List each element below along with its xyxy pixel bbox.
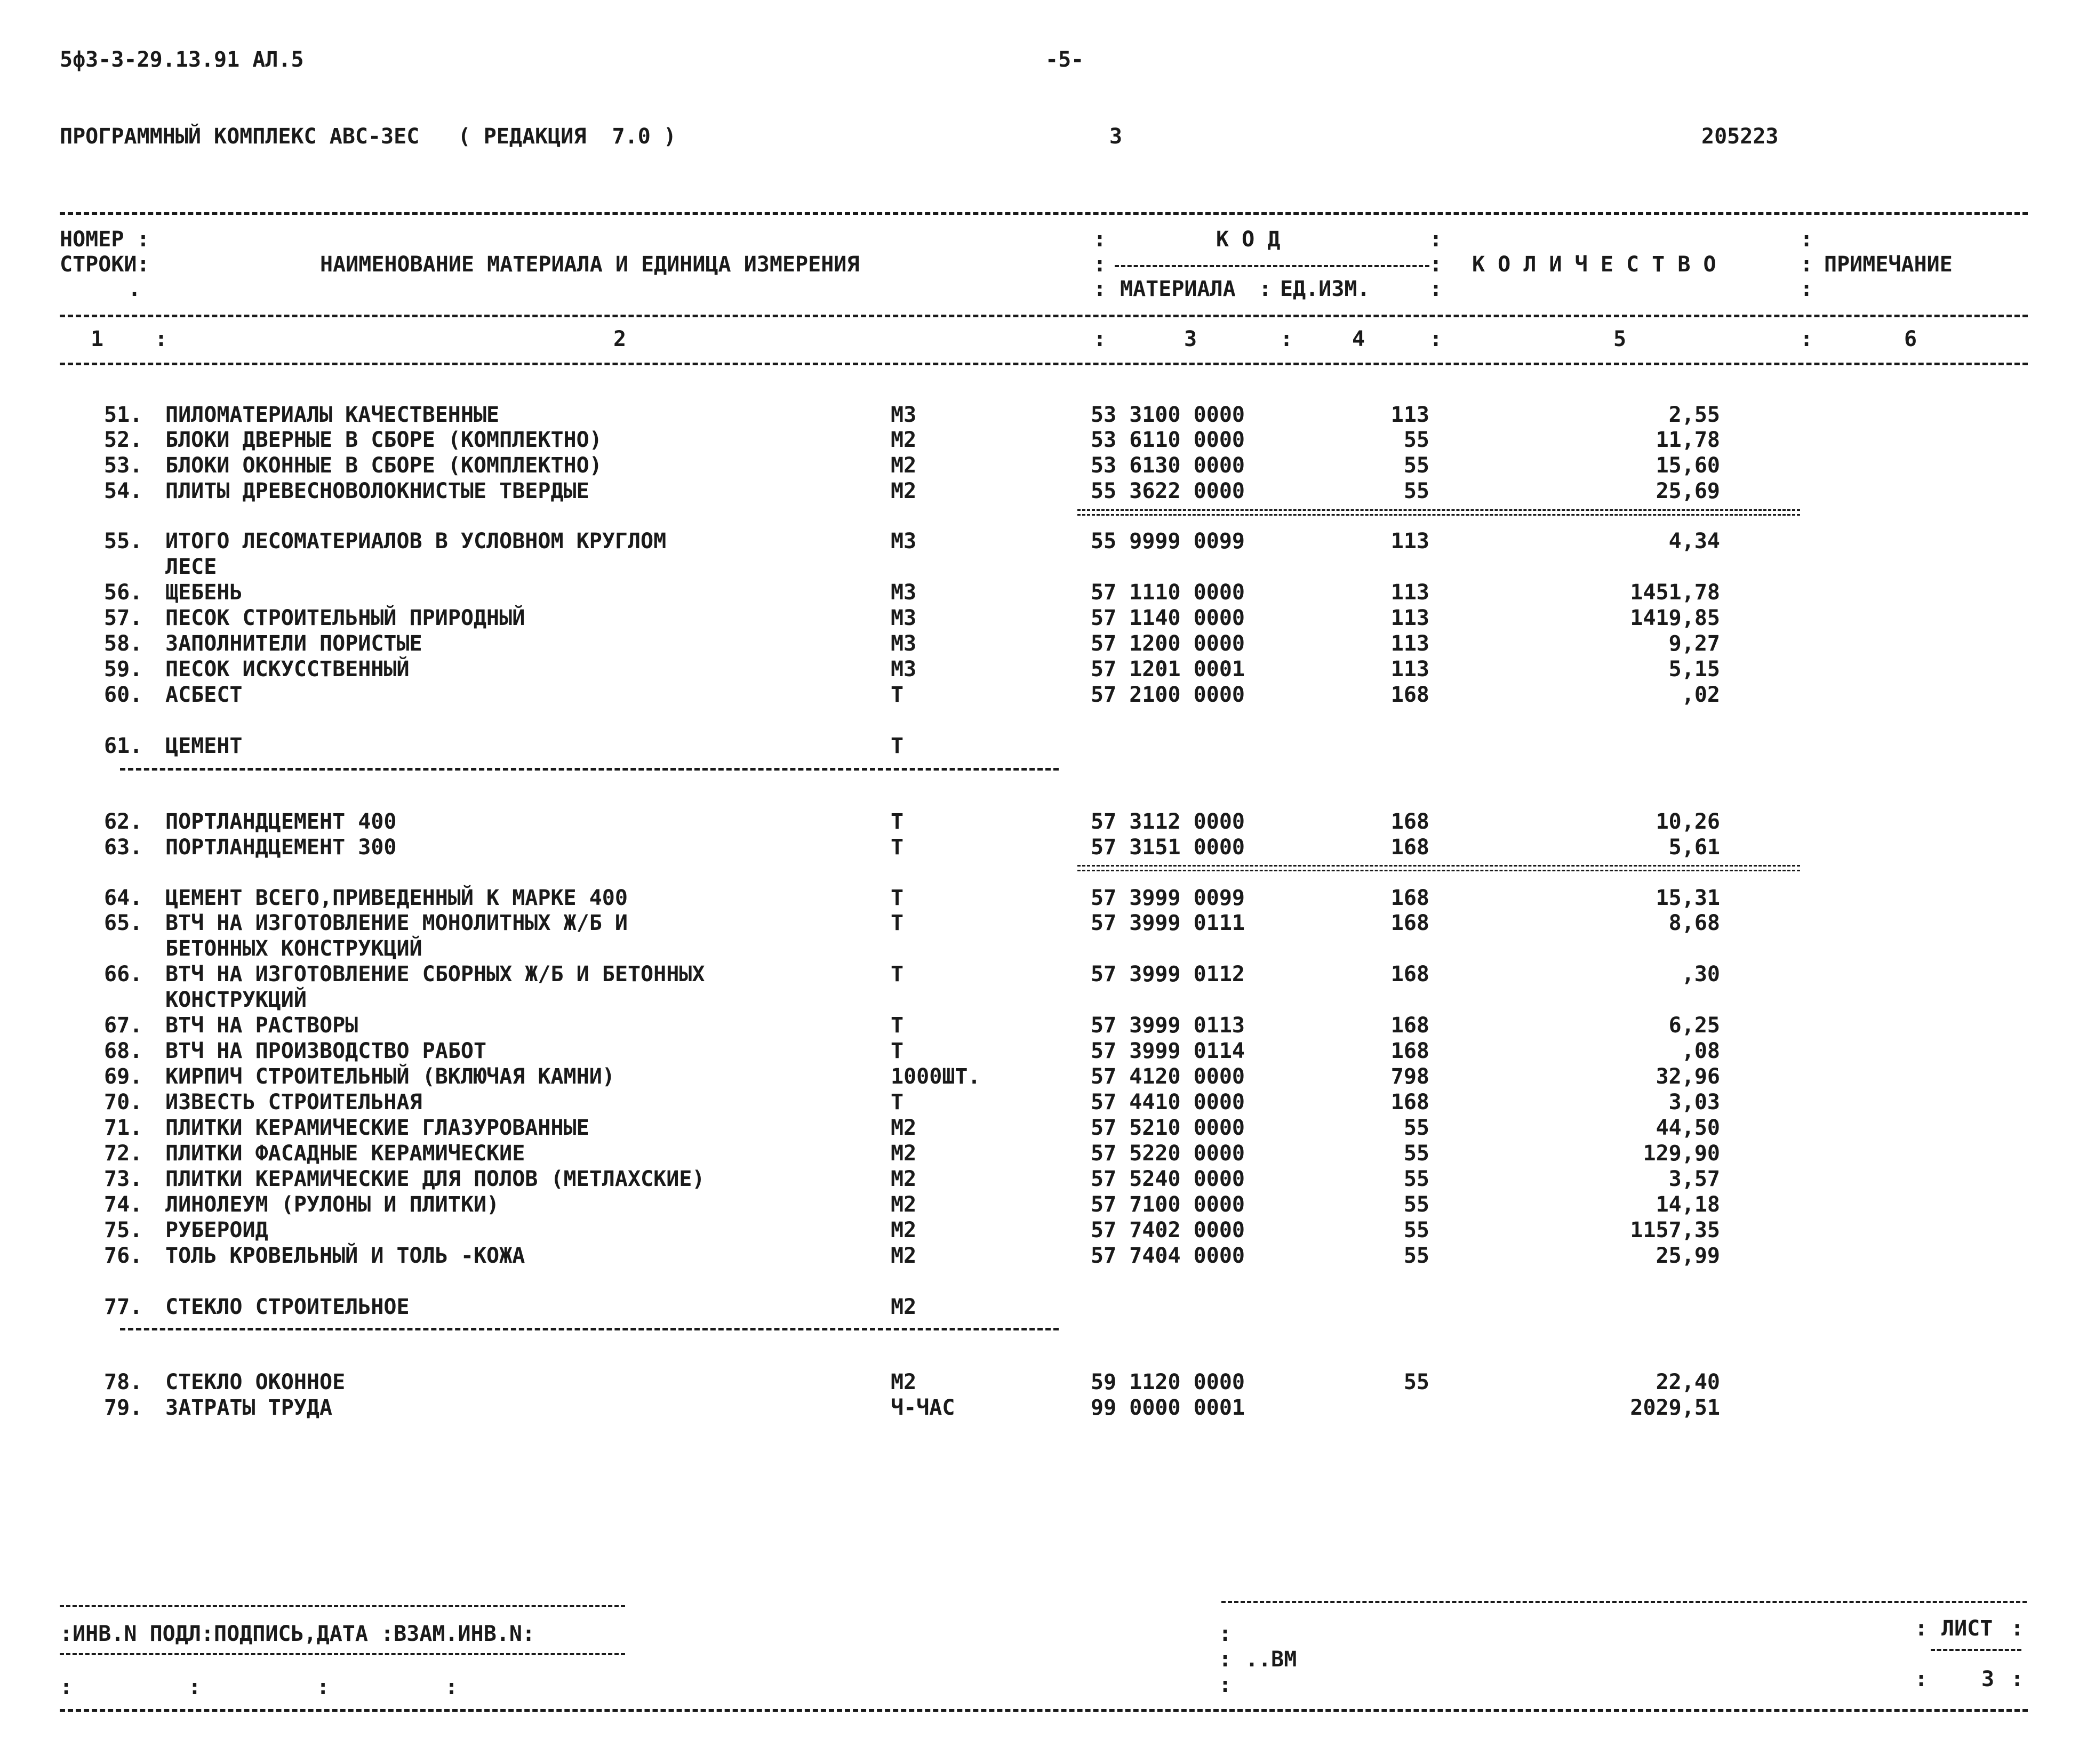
material-code: 57 7404 0000 bbox=[1091, 1244, 1245, 1268]
sep: : bbox=[1219, 1622, 1232, 1646]
material-code: 57 1110 0000 bbox=[1091, 580, 1245, 605]
quantity: 8,68 bbox=[1668, 911, 1720, 935]
material-name: ЗАПОЛНИТЕЛИ ПОРИСТЫЕ bbox=[165, 631, 422, 656]
unit: М2 bbox=[891, 479, 917, 503]
material-name: РУБЕРОИД bbox=[165, 1218, 268, 1242]
unit: 1000ШТ. bbox=[891, 1064, 981, 1089]
sep: : bbox=[1280, 327, 1293, 351]
material-name-continued: ЛЕСЕ bbox=[165, 555, 217, 579]
quantity: ,30 bbox=[1681, 962, 1720, 987]
col-number-4: 4 bbox=[1352, 327, 1365, 351]
material-name: ЦЕМЕНТ ВСЕГО,ПРИВЕДЕННЫЙ К МАРКЕ 400 bbox=[165, 886, 628, 910]
quantity: 10,26 bbox=[1656, 809, 1720, 834]
quantity: 129,90 bbox=[1643, 1141, 1720, 1166]
sep: : bbox=[1429, 277, 1443, 301]
unit-code: 55 bbox=[1403, 1244, 1429, 1268]
row-number: 57. bbox=[104, 606, 143, 630]
material-code: 99 0000 0001 bbox=[1091, 1396, 1245, 1420]
sep: : bbox=[1093, 227, 1107, 252]
unit: М3 bbox=[891, 529, 917, 554]
material-name: КИРПИЧ СТРОИТЕЛЬНЫЙ (ВКЛЮЧАЯ КАМНИ) bbox=[165, 1064, 615, 1089]
unit-code: 55 bbox=[1403, 479, 1429, 503]
material-code: 53 6110 0000 bbox=[1091, 428, 1245, 452]
row-number: 63. bbox=[104, 835, 143, 860]
quantity: 14,18 bbox=[1656, 1192, 1720, 1217]
material-code: 57 3999 0111 bbox=[1091, 911, 1245, 935]
unit-code: 55 bbox=[1403, 1167, 1429, 1191]
material-name: ПЛИТКИ КЕРАМИЧЕСКИЕ ГЛАЗУРОВАННЫЕ bbox=[165, 1116, 589, 1140]
sep: : bbox=[1093, 252, 1107, 277]
row-number: 53. bbox=[104, 453, 143, 478]
name-column-title: НАИМЕНОВАНИЕ МАТЕРИАЛА И ЕДИНИЦА ИЗМЕРЕНИЯ bbox=[320, 252, 860, 277]
material-code: 55 9999 0099 bbox=[1091, 529, 1245, 554]
sheet-split-rule bbox=[1931, 1649, 2021, 1651]
material-name: ПЕСОК ИСКУССТВЕННЫЙ bbox=[165, 657, 410, 681]
row-number: 68. bbox=[104, 1039, 143, 1063]
sep: : bbox=[1093, 277, 1107, 301]
unit-code: 168 bbox=[1390, 835, 1429, 860]
row-number: 75. bbox=[104, 1218, 143, 1242]
unit: М3 bbox=[891, 631, 917, 656]
material-name: СТЕКЛО ОКОННОЕ bbox=[165, 1370, 346, 1394]
unit: Т bbox=[891, 809, 904, 834]
material-name: ПЛИТКИ КЕРАМИЧЕСКИЕ ДЛЯ ПОЛОВ (МЕТЛАХСКИЕ) bbox=[165, 1167, 705, 1191]
row-number: 51. bbox=[104, 403, 143, 427]
sep: . bbox=[128, 277, 141, 301]
material-name: ПЕСОК СТРОИТЕЛЬНЫЙ ПРИРОДНЫЙ bbox=[165, 606, 525, 630]
sep: : bbox=[1093, 327, 1107, 351]
document-code: 5ф3-3-29.13.91 АЛ.5 bbox=[60, 47, 304, 72]
quantity: 6,25 bbox=[1668, 1013, 1720, 1038]
row-number-label-2: СТРОКИ: bbox=[60, 252, 150, 277]
unit: М2 bbox=[891, 1141, 917, 1166]
row-number: 71. bbox=[104, 1116, 143, 1140]
row-number: 52. bbox=[104, 428, 143, 452]
quantity: 3,57 bbox=[1668, 1167, 1720, 1191]
row-number: 66. bbox=[104, 962, 143, 987]
unit: Т bbox=[891, 1090, 904, 1114]
unit: Т bbox=[891, 911, 904, 935]
material-code: 57 7402 0000 bbox=[1091, 1218, 1245, 1242]
material-name: ЩЕБЕНЬ bbox=[165, 580, 243, 605]
quantity: 25,99 bbox=[1656, 1244, 1720, 1268]
unit-code: 113 bbox=[1390, 657, 1429, 681]
unit: Т bbox=[891, 886, 904, 910]
quantity: ,08 bbox=[1681, 1039, 1720, 1063]
code-unit-title: ЕД.ИЗМ. bbox=[1280, 277, 1370, 301]
unit: М3 bbox=[891, 657, 917, 681]
unit: Т bbox=[891, 962, 904, 987]
unit: М2 bbox=[891, 1244, 917, 1268]
material-code: 57 5240 0000 bbox=[1091, 1167, 1245, 1191]
unit-code: 55 bbox=[1403, 1370, 1429, 1394]
unit: Т bbox=[891, 683, 904, 707]
unit: М3 bbox=[891, 403, 917, 427]
row-number: 60. bbox=[104, 683, 143, 707]
row-number: 79. bbox=[104, 1396, 143, 1420]
quantity: 1157,35 bbox=[1630, 1218, 1720, 1242]
stamp-mid-rule bbox=[60, 1653, 625, 1655]
unit-code: 55 bbox=[1403, 1141, 1429, 1166]
unit-code: 113 bbox=[1390, 403, 1429, 427]
material-name: СТЕКЛО СТРОИТЕЛЬНОЕ bbox=[165, 1295, 410, 1319]
material-code: 57 3999 0114 bbox=[1091, 1039, 1245, 1063]
row-number: 54. bbox=[104, 479, 143, 503]
material-code: 59 1120 0000 bbox=[1091, 1370, 1245, 1394]
material-code: 57 4120 0000 bbox=[1091, 1064, 1245, 1089]
row-number: 67. bbox=[104, 1013, 143, 1038]
row-number: 61. bbox=[104, 734, 143, 758]
unit: М2 bbox=[891, 1116, 917, 1140]
unit-code: 798 bbox=[1390, 1064, 1429, 1089]
quantity: 5,61 bbox=[1668, 835, 1720, 860]
unit: М3 bbox=[891, 580, 917, 605]
row-number: 62. bbox=[104, 809, 143, 834]
unit: М3 bbox=[891, 606, 917, 630]
quantity: 4,34 bbox=[1668, 529, 1720, 554]
unit-code: 168 bbox=[1390, 683, 1429, 707]
quantity: ,02 bbox=[1681, 683, 1720, 707]
unit-code: 55 bbox=[1403, 1116, 1429, 1140]
sep: : bbox=[2011, 1667, 2024, 1691]
section-number: 3 bbox=[1109, 124, 1123, 149]
unit-code: 113 bbox=[1390, 529, 1429, 554]
sep: : bbox=[1429, 327, 1443, 351]
sep: : bbox=[155, 327, 168, 351]
sep: : bbox=[2011, 1616, 2024, 1641]
subtotal-rule bbox=[1077, 865, 1800, 871]
col-number-1: 1 bbox=[91, 327, 104, 351]
unit: М2 bbox=[891, 428, 917, 452]
row-number: 73. bbox=[104, 1167, 143, 1191]
quantity: 2,55 bbox=[1668, 403, 1720, 427]
unit-code: 55 bbox=[1403, 1192, 1429, 1217]
unit-code: 168 bbox=[1390, 1090, 1429, 1114]
row-number: 69. bbox=[104, 1064, 143, 1089]
title-block-top-rule bbox=[1221, 1601, 2027, 1603]
mark-label: ..ВМ bbox=[1245, 1647, 1297, 1672]
row-number: 78. bbox=[104, 1370, 143, 1394]
row-number: 56. bbox=[104, 580, 143, 605]
unit: Т bbox=[891, 734, 904, 758]
group-rule bbox=[120, 768, 1059, 771]
quantity: 25,69 bbox=[1656, 479, 1720, 503]
unit-code: 168 bbox=[1390, 886, 1429, 910]
sep: : bbox=[1915, 1667, 1928, 1691]
unit: М2 bbox=[891, 1192, 917, 1217]
quantity: 1451,78 bbox=[1630, 580, 1720, 605]
material-code: 57 5210 0000 bbox=[1091, 1116, 1245, 1140]
quantity: 44,50 bbox=[1656, 1116, 1720, 1140]
material-name: ЦЕМЕНТ bbox=[165, 734, 243, 758]
header-bottom-rule bbox=[60, 363, 2028, 365]
material-code: 57 2100 0000 bbox=[1091, 683, 1245, 707]
quantity: 15,60 bbox=[1656, 453, 1720, 478]
material-code: 57 3999 0112 bbox=[1091, 962, 1245, 987]
material-code: 57 1201 0001 bbox=[1091, 657, 1245, 681]
material-name: ПИЛОМАТЕРИАЛЫ КАЧЕСТВЕННЫЕ bbox=[165, 403, 500, 427]
code-split-rule bbox=[1115, 265, 1429, 267]
unit: М2 bbox=[891, 1370, 917, 1394]
material-name-continued: КОНСТРУКЦИЙ bbox=[165, 988, 307, 1012]
col-number-2: 2 bbox=[613, 327, 627, 351]
sep: : bbox=[1219, 1647, 1232, 1672]
row-number: 74. bbox=[104, 1192, 143, 1217]
unit-code: 168 bbox=[1390, 1013, 1429, 1038]
sep: : bbox=[1800, 252, 1813, 277]
unit: М2 bbox=[891, 453, 917, 478]
material-name: ВТЧ НА РАСТВОРЫ bbox=[165, 1013, 358, 1038]
quantity: 15,31 bbox=[1656, 886, 1720, 910]
row-number: 59. bbox=[104, 657, 143, 681]
col-number-5: 5 bbox=[1613, 327, 1627, 351]
material-name: ПОРТЛАНДЦЕМЕНТ 300 bbox=[165, 835, 397, 860]
row-number-label-1: НОМЕР : bbox=[60, 227, 150, 252]
quantity: 2029,51 bbox=[1630, 1396, 1720, 1420]
material-name: БЛОКИ ОКОННЫЕ В СБОРЕ (КОМПЛЕКТНО) bbox=[165, 453, 602, 478]
unit: Т bbox=[891, 835, 904, 860]
col-number-3: 3 bbox=[1184, 327, 1197, 351]
row-number: 65. bbox=[104, 911, 143, 935]
unit-code: 168 bbox=[1390, 809, 1429, 834]
code-column-title: К О Д bbox=[1216, 227, 1281, 252]
unit: Т bbox=[891, 1013, 904, 1038]
unit-code: 55 bbox=[1403, 428, 1429, 452]
page-marker: -5- bbox=[1045, 47, 1084, 72]
sep: : bbox=[1429, 227, 1443, 252]
material-code: 57 1140 0000 bbox=[1091, 606, 1245, 630]
material-code: 57 1200 0000 bbox=[1091, 631, 1245, 656]
unit-code: 113 bbox=[1390, 631, 1429, 656]
quantity-column-title: К О Л И Ч Е С Т В О bbox=[1472, 252, 1716, 277]
material-code: 53 6130 0000 bbox=[1091, 453, 1245, 478]
unit: М2 bbox=[891, 1295, 917, 1319]
material-name: ВТЧ НА ИЗГОТОВЛЕНИЕ СБОРНЫХ Ж/Б И БЕТОННЫХ bbox=[165, 962, 705, 987]
unit-code: 113 bbox=[1390, 606, 1429, 630]
material-code: 53 3100 0000 bbox=[1091, 403, 1245, 427]
code-material-title: МАТЕРИАЛА bbox=[1120, 277, 1236, 301]
material-name: ИТОГО ЛЕСОМАТЕРИАЛОВ В УСЛОВНОМ КРУГЛОМ bbox=[165, 529, 667, 554]
material-code: 57 4410 0000 bbox=[1091, 1090, 1245, 1114]
row-number: 64. bbox=[104, 886, 143, 910]
quantity: 1419,85 bbox=[1630, 606, 1720, 630]
row-number: 72. bbox=[104, 1141, 143, 1166]
sheet-number: 3 bbox=[1981, 1667, 1995, 1691]
material-code: 55 3622 0000 bbox=[1091, 479, 1245, 503]
sep: : bbox=[1259, 277, 1272, 301]
subtotal-rule bbox=[1077, 509, 1800, 516]
unit-code: 55 bbox=[1403, 453, 1429, 478]
header-top-rule bbox=[60, 212, 2028, 215]
quantity: 9,27 bbox=[1668, 631, 1720, 656]
quantity: 5,15 bbox=[1668, 657, 1720, 681]
header-mid-rule bbox=[60, 315, 2028, 317]
material-name: ТОЛЬ КРОВЕЛЬНЫЙ И ТОЛЬ -КОЖА bbox=[165, 1244, 525, 1268]
unit-code: 113 bbox=[1390, 580, 1429, 605]
unit-code: 168 bbox=[1390, 1039, 1429, 1063]
material-name-continued: БЕТОННЫХ КОНСТРУКЦИЙ bbox=[165, 936, 422, 961]
sep: : bbox=[1800, 227, 1813, 252]
material-code: 57 3112 0000 bbox=[1091, 809, 1245, 834]
unit: М2 bbox=[891, 1167, 917, 1191]
stamp-fields: :ИНВ.N ПОДЛ:ПОДПИСЬ,ДАТА :ВЗАМ.ИНВ.N: bbox=[60, 1622, 535, 1646]
quantity: 11,78 bbox=[1656, 428, 1720, 452]
material-name: ПЛИТКИ ФАСАДНЫЕ КЕРАМИЧЕСКИЕ bbox=[165, 1141, 525, 1166]
material-name: ИЗВЕСТЬ СТРОИТЕЛЬНАЯ bbox=[165, 1090, 422, 1114]
footer-bottom-rule bbox=[60, 1709, 2028, 1712]
sep: : bbox=[1219, 1673, 1232, 1697]
stamp-top-rule bbox=[60, 1605, 625, 1607]
stamp-cells: : : : : bbox=[60, 1675, 458, 1699]
material-name: ПЛИТЫ ДРЕВЕСНОВОЛОКНИСТЫЕ ТВЕРДЫЕ bbox=[165, 479, 589, 503]
program-title: ПРОГРАММНЫЙ КОМПЛЕКС АВС-3ЕС ( РЕДАКЦИЯ 7.0 ) bbox=[60, 124, 676, 149]
material-name: ВТЧ НА ПРОИЗВОДСТВО РАБОТ bbox=[165, 1039, 487, 1063]
quantity: 32,96 bbox=[1656, 1064, 1720, 1089]
material-code: 57 3151 0000 bbox=[1091, 835, 1245, 860]
material-name: ВТЧ НА ИЗГОТОВЛЕНИЕ МОНОЛИТНЫХ Ж/Б И bbox=[165, 911, 628, 935]
group-rule bbox=[120, 1328, 1059, 1330]
material-name: АСБЕСТ bbox=[165, 683, 243, 707]
row-number: 76. bbox=[104, 1244, 143, 1268]
row-number: 58. bbox=[104, 631, 143, 656]
sep: : bbox=[1800, 327, 1813, 351]
quantity: 22,40 bbox=[1656, 1370, 1720, 1394]
material-code: 57 7100 0000 bbox=[1091, 1192, 1245, 1217]
note-column-title: ПРИМЕЧАНИЕ bbox=[1824, 252, 1953, 277]
unit-code: 55 bbox=[1403, 1218, 1429, 1242]
document-id: 205223 bbox=[1701, 124, 1779, 149]
unit: М2 bbox=[891, 1218, 917, 1242]
material-name: БЛОКИ ДВЕРНЫЕ В СБОРЕ (КОМПЛЕКТНО) bbox=[165, 428, 602, 452]
sheet-label: ЛИСТ bbox=[1941, 1616, 1993, 1641]
sep: : bbox=[1915, 1616, 1928, 1641]
col-number-6: 6 bbox=[1904, 327, 1917, 351]
material-name: ЛИНОЛЕУМ (РУЛОНЫ И ПЛИТКИ) bbox=[165, 1192, 500, 1217]
material-code: 57 3999 0113 bbox=[1091, 1013, 1245, 1038]
material-code: 57 5220 0000 bbox=[1091, 1141, 1245, 1166]
material-name: ПОРТЛАНДЦЕМЕНТ 400 bbox=[165, 809, 397, 834]
sep: : bbox=[1800, 277, 1813, 301]
row-number: 77. bbox=[104, 1295, 143, 1319]
sep: : bbox=[1429, 252, 1443, 277]
quantity: 3,03 bbox=[1668, 1090, 1720, 1114]
material-name: ЗАТРАТЫ ТРУДА bbox=[165, 1396, 333, 1420]
unit: Т bbox=[891, 1039, 904, 1063]
unit: Ч-ЧАС bbox=[891, 1396, 955, 1420]
unit-code: 168 bbox=[1390, 962, 1429, 987]
unit-code: 168 bbox=[1390, 911, 1429, 935]
row-number: 70. bbox=[104, 1090, 143, 1114]
row-number: 55. bbox=[104, 529, 143, 554]
material-code: 57 3999 0099 bbox=[1091, 886, 1245, 910]
